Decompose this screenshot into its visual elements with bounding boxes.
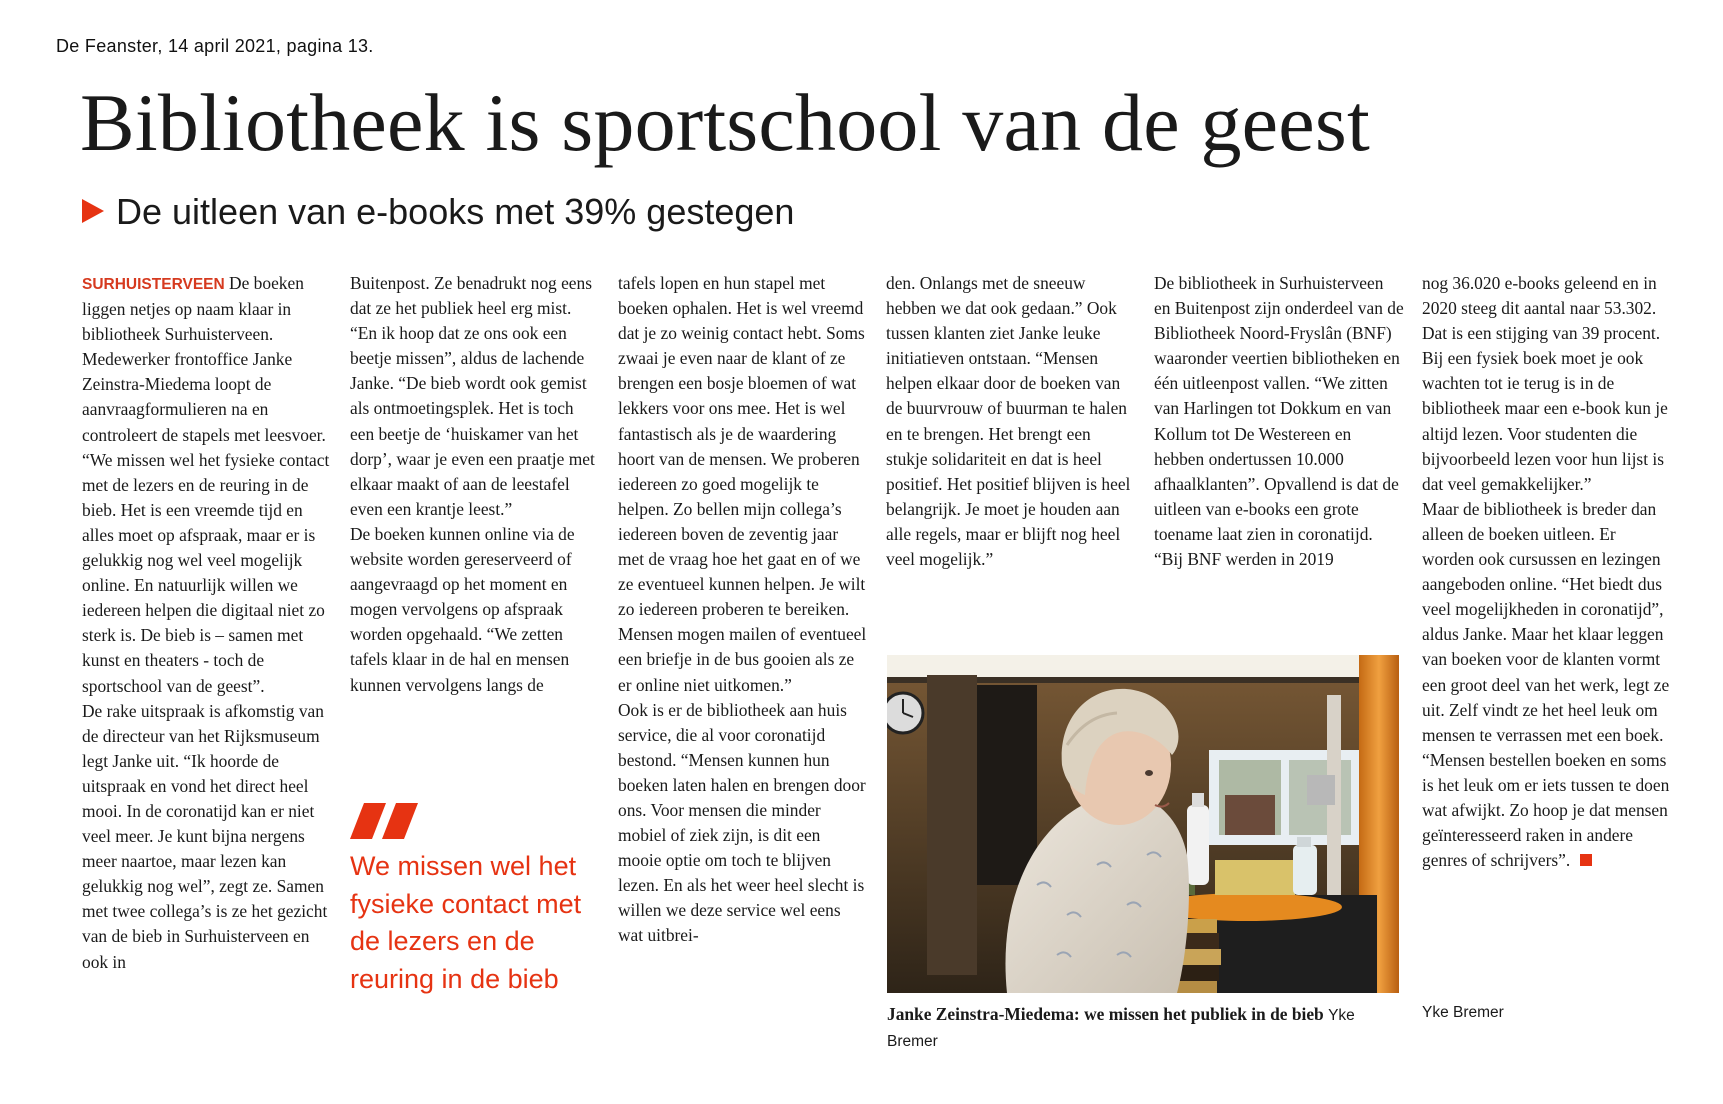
source-line: De Feanster, 14 april 2021, pagina 13. bbox=[56, 36, 374, 56]
dateline: SURHUISTERVEEN bbox=[82, 276, 225, 293]
paragraph: De boeken kunnen online via de website worden gereserveerd of aangevraagd op het moment en mogen vervolgens op afspraak worden opgehaald. “We zetten tafels klaar in de hal en mensen kunnen vervolgens langs de bbox=[350, 523, 575, 695]
paragraph: tafels lopen en hun stapel met boeken ophalen. Het is wel vreemd dat je zo weinig contact hebt. Soms zwaai je even naar de klant of ze brengen een bosje bloemen of wat lekkers voor ons mee. Het is wel fantastisch als je de waardering hoort van de mensen. We proberen iedereen zo goed mogelijk te helpen. Zo bellen mijn collega’s iedereen boven de zeventig jaar met de vraag hoe het gaat en of we ze eventueel kunnen helpen. Je wilt zo iedereen proberen te bereiken. Mensen mogen mailen of eventueel een briefje in de bus gooien als ze er online niet uitkomen.” bbox=[618, 273, 867, 695]
article-column-3 bbox=[618, 271, 868, 949]
paragraph: De bibliotheek in Surhuisterveen en Buitenpost zijn onderdeel van de Bibliotheek Noord-Fryslân (BNF) waaronder veertien bibliotheken en één uitleenpost vallen. “We zitten van Harlingen tot Dokkum en van Kollum tot De Westereen en hebben ondertussen 10.000 afhaalklanten”. Opvallend is dat de uitleen van e-books een grote toename laat zien in coronatijd. “Bij BNF werden in 2019 bbox=[1154, 273, 1404, 570]
article-photo bbox=[887, 655, 1399, 993]
article-column-5 bbox=[1154, 271, 1404, 572]
pull-quote: We missen wel het fysieke contact met de lezers en de reuring in de bieb bbox=[350, 851, 582, 994]
paragraph: Ook is er de bibliotheek aan huis service, die al voor coronatijd bestond. “Mensen kunnen hun boeken laten halen en brengen door ons. Voor mensen die minder mobiel of ziek zijn, is dit een mooie optie om toch te blijven lezen. En als het weer heel slecht is willen we deze service wel eens wat uitbrei- bbox=[618, 699, 866, 946]
paragraph: De rake uitspraak is afkomstig van de directeur van het Rijksmuseum legt Janke uit. “Ik hoorde de uitspraak en vond het direct heel mooi. In de coronatijd kan er niet veel meer. Je kunt bijna nergens meer naartoe, maar lezen kan gelukkig nog wel”, zegt ze. Samen met twee collega’s is ze het gezicht van de bieb in Surhuisterveen en ook in bbox=[82, 700, 328, 972]
end-square-icon bbox=[1580, 854, 1592, 866]
article-column-2 bbox=[350, 271, 600, 698]
article-column-1 bbox=[82, 271, 332, 975]
article-column-4 bbox=[886, 271, 1136, 572]
paragraph: nog 36.020 e-books geleend en in 2020 steeg dit aantal naar 53.302. Dat is een stijging van 39 procent. Bij een fysiek boek moet je ook wachten tot ie terug is in de bibliotheek maar een e-book kun je altijd lezen. Voor studenten die bijvoorbeeld lezen voor hun lijst is dat veel gemakkelijker.” bbox=[1422, 273, 1668, 494]
paragraph bbox=[82, 271, 332, 699]
paragraph: den. Onlangs met de sneeuw hebben we dat ook gedaan.” Ook tussen klanten ziet Janke leuke initiatieven ontstaan. “Mensen helpen elkaar door de boeken van de buurvrouw of buurman te halen en te brengen. Het brengt een stukje solidariteit en dat is heel positief. Het positief blijven is heel belangrijk. Je moet je houden aan alle regels, maar er blijft nog heel veel mogelijk.” bbox=[886, 273, 1131, 570]
article-column-6 bbox=[1422, 271, 1672, 873]
photo-caption bbox=[887, 1002, 1399, 1054]
paragraph bbox=[1422, 497, 1672, 873]
quote-mark-icon bbox=[350, 803, 420, 839]
photo-credit: Yke Bremer bbox=[887, 1007, 1355, 1051]
paragraph-text: De boeken liggen netjes op naam klaar in bibliotheek Surhuisterveen. Medewerker frontoffice Janke Zeinstra-Miedema loopt de aanvraagformulieren na en controleert de stapels met leesvoer. “We missen wel het fysieke contact met de lezers en de reuring in de bieb. Het is een vreemde tijd en alles moet op afspraak, maar er is gelukkig nog wel veel mogelijk online. En natuurlijk willen we iedereen helpen die digitaal niet zo sterk is. De bieb is – samen met kunst en theaters - toch de sportschool van de geest”. bbox=[82, 273, 330, 696]
paragraph-text: Maar de bibliotheek is breder dan alleen de boeken uitleen. Er worden ook cursussen en lezingen aangeboden online. “Het biedt dus veel mogelijkheden in coronatijd”, aldus Janke. Maar het klaar leggen van boeken voor de klanten vormt een groot deel van het werk, legt ze uit. Zelf vindt ze het heel leuk om mensen te verrassen met een boek. “Mensen bestellen boeken en soms is het leuk om er iets tussen te doen wat afwijkt. Zo hoop je dat mensen geïnteresseerd raken in andere genres of schrijvers”. bbox=[1422, 498, 1670, 871]
triangle-bullet-icon bbox=[82, 199, 104, 223]
caption-text: Janke Zeinstra-Miedema: we missen het publiek in de bieb bbox=[887, 1004, 1324, 1024]
subheadline-text: De uitleen van e-books met 39% gestegen bbox=[116, 191, 795, 232]
author-byline: Yke Bremer bbox=[1422, 1004, 1504, 1021]
subheadline bbox=[82, 191, 795, 232]
paragraph: Buitenpost. Ze benadrukt nog eens dat ze het publiek heel erg mist. “En ik hoop dat ze ons ook een beetje missen”, aldus de lachende Janke. “De bieb wordt ook gemist als ontmoetingsplek. Het is toch een beetje de ‘huiskamer van het dorp’, waar je even een praatje met elkaar maakt of aan de leestafel even een krantje leest.” bbox=[350, 273, 595, 519]
headline: Bibliotheek is sportschool van de geest bbox=[80, 77, 1370, 168]
